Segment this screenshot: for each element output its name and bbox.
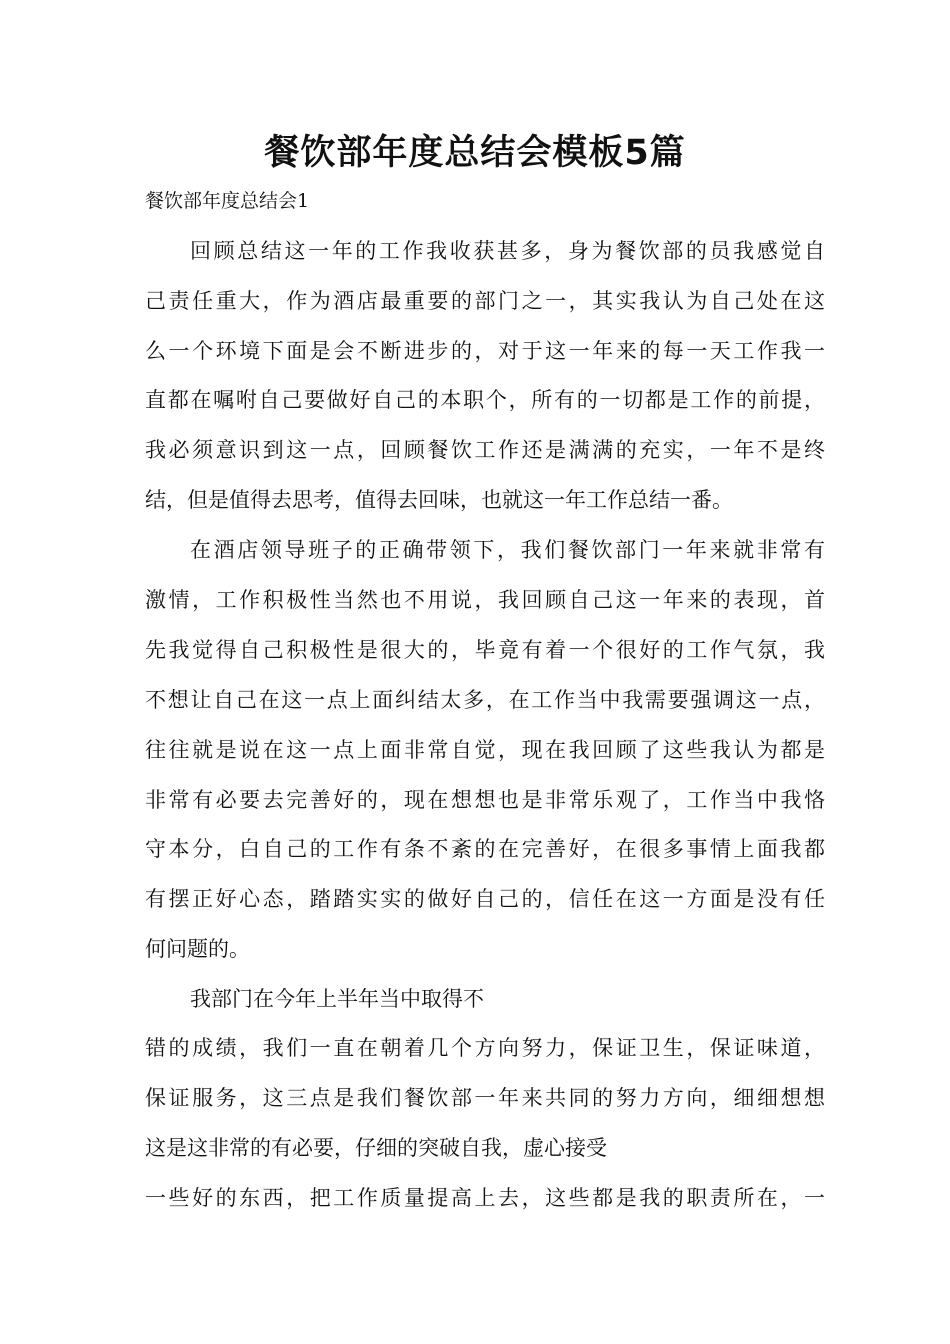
paragraph-line: 保证服务，这三点是我们餐饮部一年来共同的努力方向，细细想想 <box>145 1086 825 1110</box>
paragraph-line: 回顾总结这一年的工作我收获甚多，身为餐饮部的员我感觉自 <box>190 239 825 263</box>
paragraph-line: 错的成绩，我们一直在朝着几个方向努力，保证卫生，保证味道， <box>145 1036 825 1060</box>
paragraph-line: 何问题的。 <box>145 937 250 961</box>
paragraph-line: 激情，工作积极性当然也不用说，我回顾自己这一年来的表现，首 <box>145 588 825 612</box>
paragraph-line: 不想让自己在这一点上面纠结太多，在工作当中我需要强调这一点， <box>145 688 825 712</box>
paragraph-line: 一些好的东西，把工作质量提高上去，这些都是我的职责所在，一 <box>145 1186 825 1210</box>
paragraph-line: 我必须意识到这一点，回顾餐饮工作还是满满的充实，一年不是终 <box>145 438 825 462</box>
paragraph-line: 在酒店领导班子的正确带领下，我们餐饮部门一年来就非常有 <box>190 538 825 562</box>
paragraph-line: 先我觉得自己积极性是很大的，毕竟有着一个很好的工作气氛，我 <box>145 638 825 662</box>
paragraph-line: 结，但是值得去思考，值得去回味，也就这一年工作总结一番。 <box>145 488 733 512</box>
paragraph-line: 我部门在今年上半年当中取得不 <box>190 987 484 1011</box>
document-title: 餐饮部年度总结会模板5篇 <box>264 133 686 173</box>
paragraph-line: 这是这非常的有必要，仔细的突破自我，虚心接受 <box>145 1136 607 1160</box>
paragraph-line: 有摆正好心态，踏踏实实的做好自己的，信任在这一方面是没有任 <box>145 887 825 911</box>
paragraph-line: 守本分，白自己的工作有条不紊的在完善好，在很多事情上面我都 <box>145 837 825 861</box>
paragraph-line: 己责任重大，作为酒店最重要的部门之一，其实我认为自己处在这 <box>145 289 825 313</box>
paragraph-line: 往往就是说在这一点上面非常自觉，现在我回顾了这些我认为都是 <box>145 738 825 762</box>
paragraph-line: 非常有必要去完善好的，现在想想也是非常乐观了，工作当中我恪 <box>145 788 825 812</box>
paragraph-line: 直都在嘱咐自己要做好自己的本职个，所有的一切都是工作的前提， <box>145 388 825 412</box>
section-heading: 餐饮部年度总结会1 <box>145 190 310 212</box>
paragraph-line: 么一个环境下面是会不断进步的，对于这一年来的每一天工作我一 <box>145 339 825 363</box>
